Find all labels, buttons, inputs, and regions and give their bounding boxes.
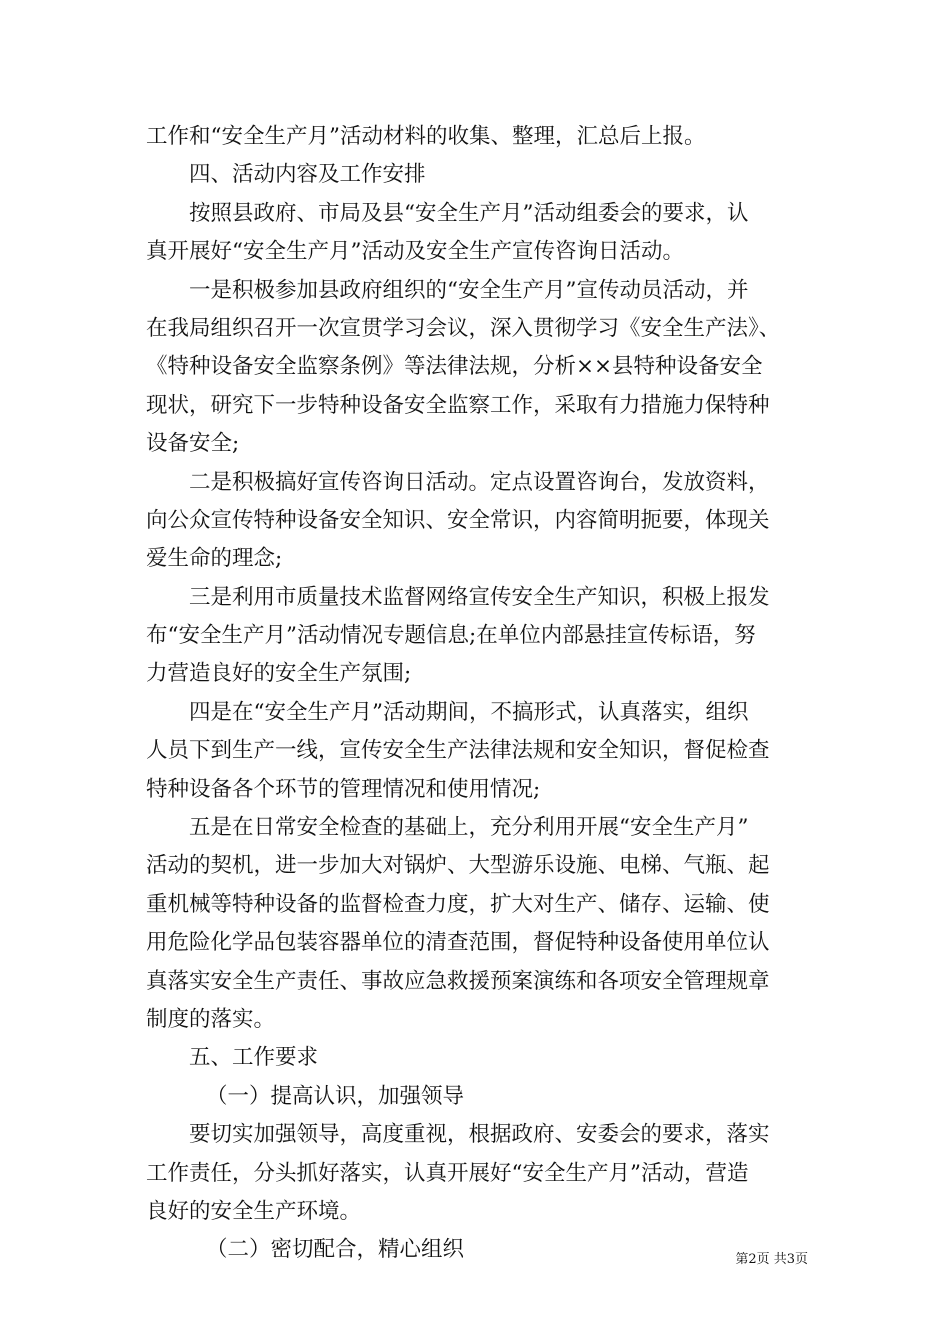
text-line: 四是在“安全生产月”活动期间，不搞形式，认真落实，组织 [189, 699, 749, 725]
text-line: 设备安全; [146, 431, 240, 457]
text-line: 重机械等特种设备的监督检查力度，扩大对生产、储存、运输、使 [146, 891, 770, 917]
text-line: 向公众宣传特种设备安全知识、安全常识，内容简明扼要，体现关 [146, 507, 770, 533]
text-line: 在我局组织召开一次宣贯学习会议，深入贯彻学习《安全生产法》、 [146, 315, 781, 341]
text-line: 三是利用市质量技术监督网络宣传安全生产知识，积极上报发 [189, 584, 770, 610]
text-line: 爱生命的理念; [146, 546, 283, 572]
text-line: 一是积极参加县政府组织的“安全生产月”宣传动员活动，并 [189, 277, 749, 303]
text-line: 真开展好“安全生产月”活动及安全生产宣传咨询日活动。 [146, 239, 684, 265]
page-number: 第2页 共3页 [735, 1252, 808, 1267]
text-line: 现状，研究下一步特种设备安全监察工作，采取有力措施力保特种 [146, 392, 770, 418]
text-line: 布“安全生产月”活动情况专题信息;在单位内部悬挂宣传标语，努 [146, 623, 756, 649]
text-line: 力营造良好的安全生产氛围; [146, 661, 412, 687]
subsection-heading: （二）密切配合，精心组织 [206, 1237, 465, 1263]
text-line: 按照县政府、市局及县“安全生产月”活动组委会的要求，认 [189, 200, 749, 226]
text-line: 二是积极搞好宣传咨询日活动。定点设置咨询台，发放资料， [189, 469, 770, 495]
text-line: 用危险化学品包装容器单位的清查范围，督促特种设备使用单位认 [146, 930, 770, 956]
document-body [146, 118, 811, 1270]
section-heading: 五、工作要求 [189, 1045, 319, 1071]
text-line: 制度的落实。 [146, 1006, 276, 1032]
text-line: 工作责任，分头抓好落实，认真开展好“安全生产月”活动，营造 [146, 1160, 749, 1186]
section-heading: 四、活动内容及工作安排 [189, 162, 426, 188]
text-line: 五是在日常安全检查的基础上，充分利用开展“安全生产月” [189, 815, 749, 841]
text-line: 工作和“安全生产月”活动材料的收集、整理，汇总后上报。 [146, 124, 706, 149]
text-line: 《特种设备安全监察条例》等法律法规，分析××县特种设备安全 [146, 354, 763, 380]
text-line: 活动的契机，进一步加大对锅炉、大型游乐设施、电梯、气瓶、起 [146, 853, 770, 879]
text-line: 良好的安全生产环境。 [146, 1198, 362, 1224]
text-line: 真落实安全生产责任、事故应急救援预案演练和各项安全管理规章 [146, 968, 770, 994]
subsection-heading: （一）提高认识，加强领导 [206, 1083, 465, 1109]
text-line: 要切实加强领导，高度重视，根据政府、安委会的要求，落实 [189, 1122, 770, 1148]
text-line: 人员下到生产一线，宣传安全生产法律法规和安全知识，督促检查 [146, 738, 770, 764]
text-line: 特种设备各个环节的管理情况和使用情况; [146, 776, 541, 802]
